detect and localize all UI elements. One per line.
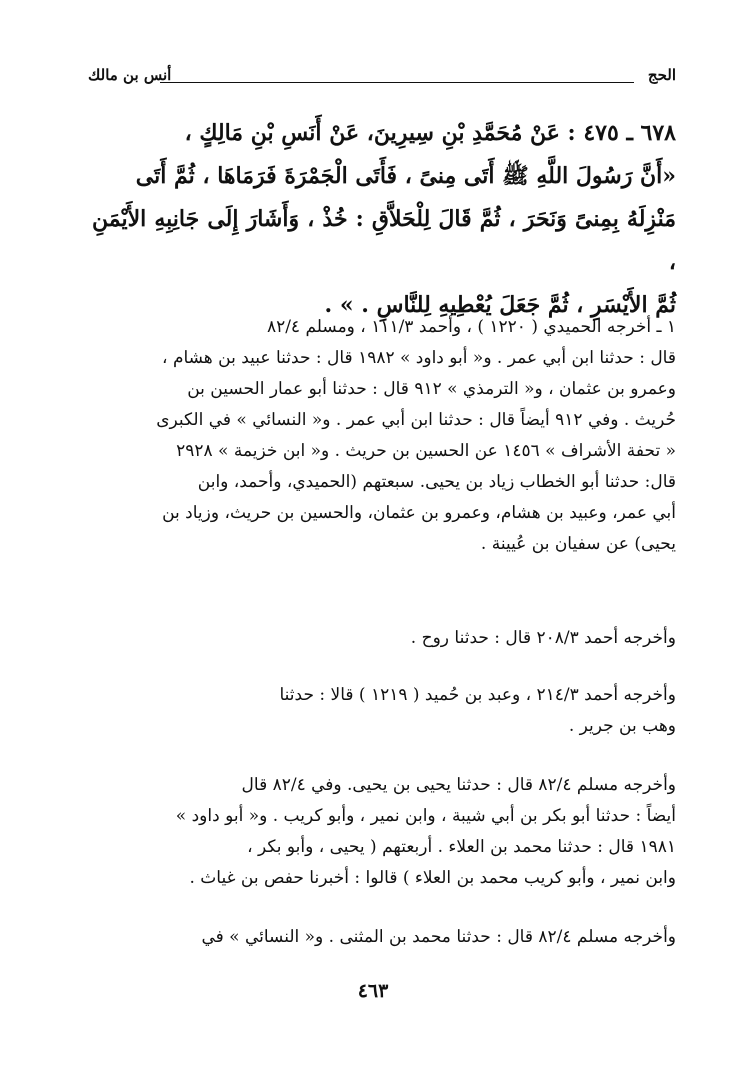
hadith-line: ثُمَّ الأَيْسَرِ ، ثُمَّ جَعَلَ يُعْطِيهِ لِلنَّاسِ . » .: [324, 292, 676, 318]
note-line: ١٩٨١ قال : حدثنا محمد بن العلاء . أربعتهم ( يحيى ، وأبو بكر ،: [247, 837, 676, 857]
note-line: وعمرو بن عثمان ، و« الترمذي » ٩١٢ قال : حدثنا أبو عمار الحسين بن: [187, 379, 676, 399]
hadith-text: [92, 112, 676, 327]
note-line: قال : حدثنا ابن أبي عمر . و« أبو داود » ١٩٨٢ قال : حدثنا عبيد بن هشام ،: [162, 348, 676, 368]
note-line: وأخرجه مسلم ٨٢/٤ قال : حدثنا محمد بن المثنى . و« النسائي » في: [201, 927, 676, 947]
header-rule: [160, 82, 634, 83]
note-line: حُريث . وفي ٩١٢ أيضاً قال : حدثنا ابن أبي عمر . و« النسائي » في الكبرى: [156, 410, 676, 430]
note-line: أيضاً : حدثنا أبو بكر بن أبي شيبة ، وابن نمير ، وأبو كريب . و« أبو داود »: [175, 806, 676, 826]
note-line: يحيى) عن سفيان بن عُيينة .: [480, 534, 676, 554]
hadith-line: «أَنَّ رَسُولَ اللَّهِ ﷺ أَتَى مِنىً ، فَأَتَى الْجَمْرَةَ فَرَمَاهَا ، ثُمَّ أَتَى: [135, 163, 676, 189]
hadith-line: مَنْزِلَهُ بِمِنىً وَنَحَرَ ، ثُمَّ قَالَ لِلْحَلاَّقِ : خُذْ ، وَأَشَارَ إِلَى جَانِبِهِ الأَيْمَنِ ،: [92, 206, 676, 275]
note-line: وابن نمير ، وأبو كريب محمد بن العلاء ) قالوا : أخبرنا حفص بن غياث .: [189, 868, 676, 888]
note-line: وأخرجه مسلم ٨٢/٤ قال : حدثنا يحيى بن يحيى. وفي ٨٢/٤ قال: [241, 775, 676, 795]
page-number: ٤٦٣: [357, 980, 389, 1002]
takhrij-note: [92, 922, 676, 953]
note-line: ١ ـ أخرجه الحميدي ( ١٢٢٠ ) ، وأحمد ١١١/٣ ، ومسلم ٨٢/٤: [266, 317, 676, 337]
note-line: وهب بن جرير .: [568, 716, 676, 736]
chapter-title: الحج: [647, 66, 676, 84]
takhrij-note: [92, 312, 676, 560]
takhrij-note: [92, 623, 676, 654]
note-line: وأخرجه أحمد ٢١٤/٣ ، وعبد بن حُميد ( ١٢١٩ ) قالا : حدثنا: [279, 685, 676, 705]
takhrij-note: [92, 770, 676, 894]
hadith-line: ٦٧٨ ـ ٤٧٥ : عَنْ مُحَمَّدِ بْنِ سِيرِينَ، عَنْ أَنَسِ بْنِ مَالِكٍ ،: [184, 120, 676, 146]
note-line: قال: حدثنا أبو الخطاب زياد بن يحيى. سبعتهم (الحميدي، وأحمد، وابن: [197, 472, 676, 492]
running-header: [88, 66, 676, 94]
narrator-title: أنس بن مالك: [88, 66, 172, 84]
note-line: أبي عمر، وعبيد بن هشام، وعمرو بن عثمان، والحسين بن حريث، وزياد بن: [162, 503, 676, 523]
note-line: وأخرجه أحمد ٢٠٨/٣ قال : حدثنا روح .: [410, 628, 676, 648]
note-line: « تحفة الأشراف » ١٤٥٦ عن الحسين بن حريث . و« ابن خزيمة » ٢٩٢٨: [176, 441, 676, 461]
takhrij-note: [92, 680, 676, 742]
